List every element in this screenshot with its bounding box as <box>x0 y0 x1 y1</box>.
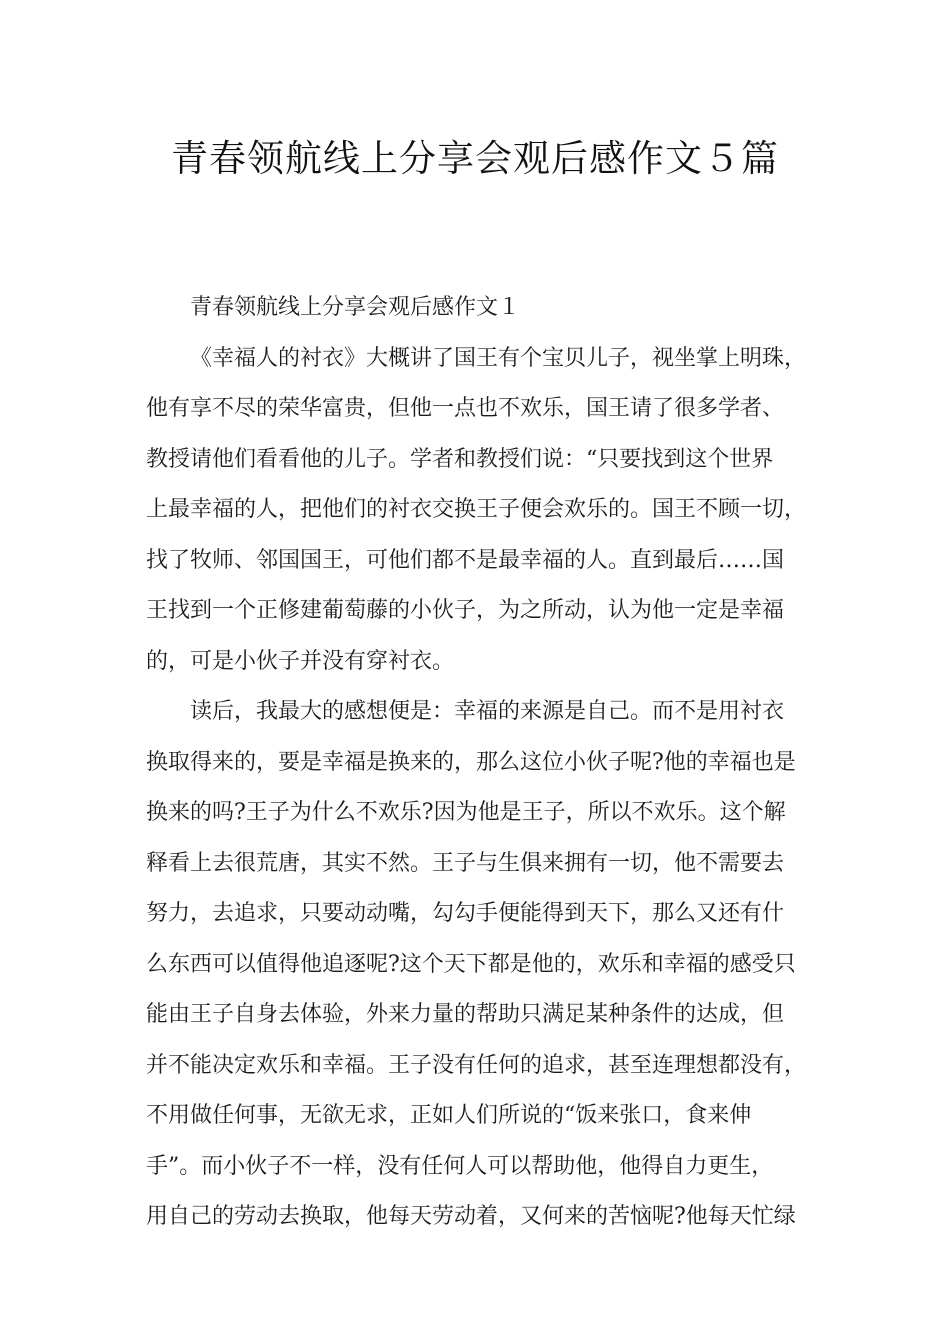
paragraph-line: 换取得来的，要是幸福是换来的，那么这位小伙子呢?他的幸福也是 <box>146 749 796 775</box>
paragraph-line: 读后，我最大的感想便是：幸福的来源是自己。而不是用衬衣 <box>190 699 785 724</box>
paragraph-1 <box>146 334 826 688</box>
paragraph-line: 教授请他们看看他的儿子。学者和教授们说：“只要找到这个世界 <box>146 446 774 472</box>
paragraph-2 <box>146 687 826 1243</box>
paragraph-line: 能由王子自身去体验，外来力量的帮助只满足某种条件的达成，但 <box>146 1002 785 1027</box>
paragraph-line: 找了牧师、邻国国王，可他们都不是最幸福的人。直到最后……国 <box>146 547 785 573</box>
paragraph-line: 手”。而小伙子不一样，没有任何人可以帮助他，他得自力更生， <box>146 1153 774 1179</box>
paragraph-line: 王找到一个正修建葡萄藤的小伙子，为之所动，认为他一定是幸福 <box>146 598 785 623</box>
paragraph-line: 么东西可以值得他追逐呢?这个天下都是他的，欢乐和幸福的感受只 <box>146 951 796 977</box>
paragraph-line: 不用做任何事，无欲无求，正如人们所说的“饭来张口，食来伸 <box>146 1103 752 1128</box>
paragraph-line: 《幸福人的衬衣》大概讲了国王有个宝贝儿子，视坐掌上明珠， <box>190 345 807 371</box>
paragraph-line: 释看上去很荒唐，其实不然。王子与生俱来拥有一切，他不需要去 <box>146 850 785 876</box>
paragraph-line: 上最幸福的人，把他们的衬衣交换王子便会欢乐的。国王不顾一切， <box>146 497 807 522</box>
section-heading: 青春领航线上分享会观后感作文１ <box>190 295 521 320</box>
document-title: 青春领航线上分享会观后感作文５篇 <box>171 137 779 180</box>
paragraph-line: 努力，去追求，只要动动嘴，勾勾手便能得到天下，那么又还有什 <box>146 901 785 926</box>
paragraph-line: 的，可是小伙子并没有穿衬衣。 <box>146 648 455 674</box>
paragraph-line: 他有享不尽的荣华富贵，但他一点也不欢乐，国王请了很多学者、 <box>146 396 785 421</box>
paragraph-line: 换来的吗?王子为什么不欢乐?因为他是王子，所以不欢乐。这个解 <box>146 800 786 825</box>
document-body <box>146 283 826 1243</box>
paragraph-line: 并不能决定欢乐和幸福。王子没有任何的追求，甚至连理想都没有， <box>146 1052 807 1078</box>
paragraph-line: 用自己的劳动去换取，他每天劳动着，又何来的苦恼呢?他每天忙绿 <box>146 1204 796 1229</box>
